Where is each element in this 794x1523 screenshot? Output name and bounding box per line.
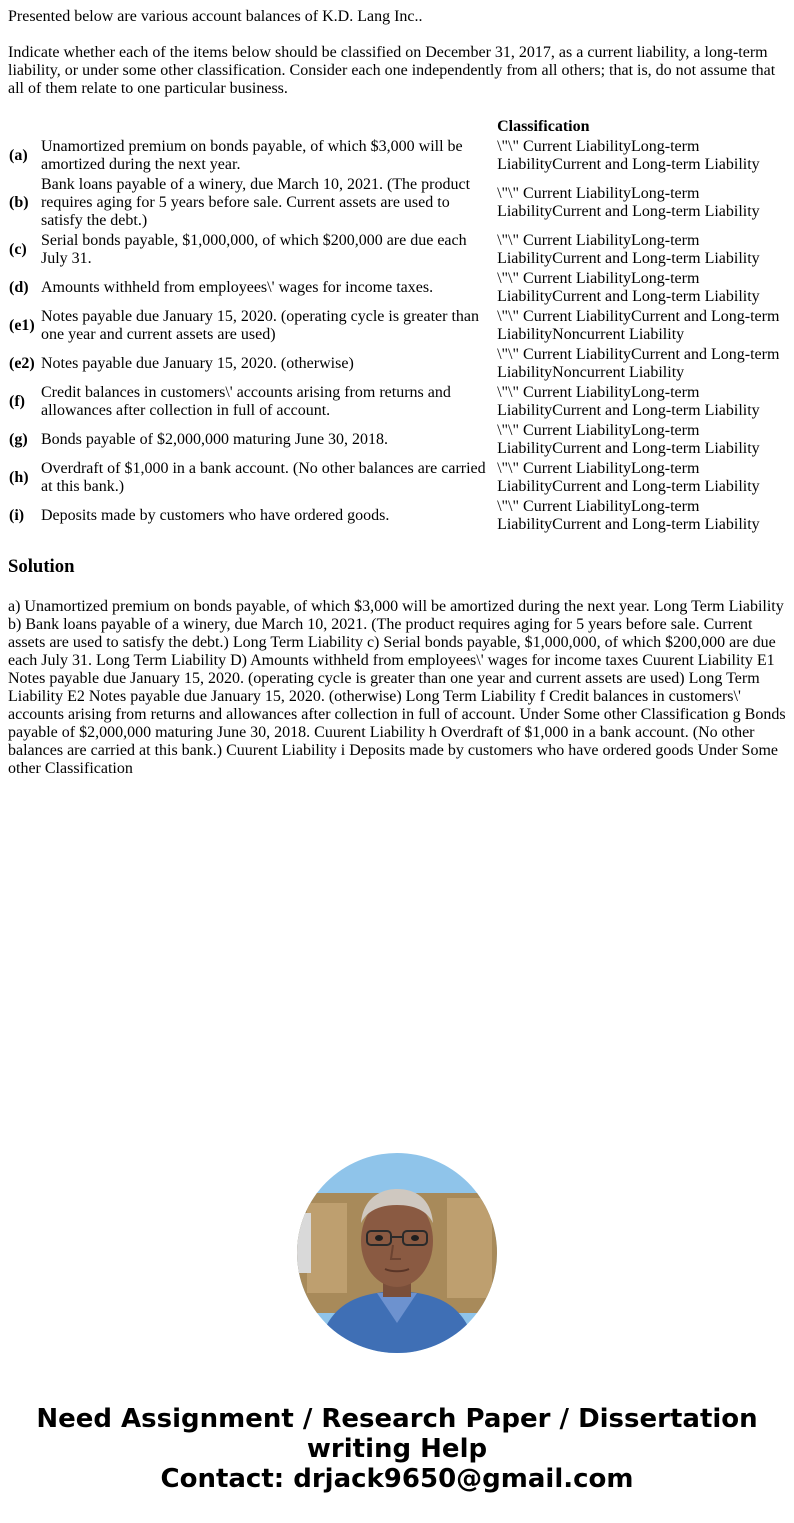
row-letter: (i) (9, 507, 25, 524)
promo-line-2: writing Help (306, 1434, 488, 1464)
portrait-image (297, 1153, 497, 1353)
table-row (8, 346, 784, 382)
classification-select[interactable] (496, 138, 784, 174)
row-letter: (g) (9, 431, 28, 448)
classification-options[interactable]: Current LiabilityLong-term LiabilityCurrent and Long-term Liability (497, 498, 760, 533)
row-item: Bonds payable of $2,000,000 maturing June 30, 2018. (40, 431, 389, 448)
classification-select[interactable] (496, 270, 784, 306)
table-row (8, 270, 784, 306)
row-item: Notes payable due January 15, 2020. (otherwise) (40, 355, 354, 372)
table-header-row (8, 118, 784, 136)
row-letter: (e1) (9, 317, 35, 334)
row-letter: (b) (9, 194, 29, 211)
table-row (8, 176, 784, 230)
row-item: Credit balances in customers\' accounts arising from returns and allowances after collection in full of account. (40, 384, 451, 419)
row-item: Notes payable due January 15, 2020. (operating cycle is greater than one year and current assets are used) (40, 308, 480, 343)
solution-heading: Solution (8, 556, 75, 577)
row-letter: (h) (9, 469, 29, 486)
broken-image-icon: \"\" (497, 384, 520, 401)
classification-options[interactable]: Current LiabilityCurrent and Long-term LiabilityNoncurrent Liability (497, 346, 780, 381)
broken-image-icon: \"\" (497, 460, 520, 477)
table-row (8, 498, 784, 534)
classification-options[interactable]: Current LiabilityLong-term LiabilityCurrent and Long-term Liability (497, 232, 760, 267)
classification-header: Classification (497, 118, 590, 135)
classification-options[interactable]: Current LiabilityCurrent and Long-term LiabilityNoncurrent Liability (497, 308, 780, 343)
table-row (8, 308, 784, 344)
table-row (8, 384, 784, 420)
classification-options[interactable]: Current LiabilityLong-term LiabilityCurrent and Long-term Liability (497, 460, 760, 495)
row-letter: (f) (9, 393, 25, 410)
author-avatar (297, 1153, 497, 1353)
row-letter: (a) (9, 147, 28, 164)
classification-options[interactable]: Current LiabilityLong-term LiabilityCurrent and Long-term Liability (497, 185, 760, 220)
classification-table (6, 116, 786, 536)
broken-image-icon: \"\" (497, 185, 520, 202)
question-text: Indicate whether each of the items below should be classified on December 31, 2017, as a current liability, a long-term liability, or under some other classification. Consider each one independently from all others; that is, do not assume that all of them relate to one particular business. (8, 44, 776, 97)
classification-select[interactable] (496, 498, 784, 534)
promo-contact: Contact: drjack9650@gmail.com (160, 1464, 634, 1494)
promo-line-1: Need Assignment / Research Paper / Dissertation (36, 1404, 758, 1434)
classification-options[interactable]: Current LiabilityLong-term LiabilityCurrent and Long-term Liability (497, 138, 760, 173)
classification-select[interactable] (496, 422, 784, 458)
row-letter: (d) (9, 279, 29, 296)
broken-image-icon: \"\" (497, 422, 520, 439)
row-item: Amounts withheld from employees\' wages for income taxes. (40, 279, 434, 296)
classification-select[interactable] (496, 460, 784, 496)
classification-select[interactable] (496, 308, 784, 344)
broken-image-icon: \"\" (497, 232, 520, 249)
broken-image-icon: \"\" (497, 138, 520, 155)
classification-select[interactable] (496, 384, 784, 420)
row-letter: (c) (9, 241, 27, 258)
row-item: Serial bonds payable, $1,000,000, of which $200,000 are due each July 31. (40, 232, 467, 267)
classification-options[interactable]: Current LiabilityLong-term LiabilityCurrent and Long-term Liability (497, 384, 760, 419)
intro-text: Presented below are various account balances of K.D. Lang Inc.. (8, 8, 423, 25)
classification-select[interactable] (496, 232, 784, 268)
row-item: Unamortized premium on bonds payable, of which $3,000 will be amortized during the next year. (40, 138, 463, 173)
row-letter: (e2) (9, 355, 35, 372)
table-row (8, 138, 784, 174)
row-item: Deposits made by customers who have ordered goods. (40, 507, 390, 524)
row-item: Bank loans payable of a winery, due March 10, 2021. (The product requires aging for 5 years before sale. Current assets are used to satisfy the debt.) (40, 176, 471, 229)
broken-image-icon: \"\" (497, 308, 520, 325)
broken-image-icon: \"\" (497, 346, 520, 363)
table-row (8, 460, 784, 496)
table-row (8, 232, 784, 268)
classification-select[interactable] (496, 346, 784, 382)
solution-text: a) Unamortized premium on bonds payable, of which $3,000 will be amortized during the next year. Long Term Liability b) Bank loans payable of a winery, due March 10, 2021. (The product requires aging for 5 years before sale. Current assets are used to satisfy the debt.) Long Term Liability c) Serial bonds payable, $1,000,000, of which $200,000 are due each July 31. Long Term Liability D) Amounts withheld from employees\' wages for income taxes Cuurent Liability E1 Notes payable due January 15, 2020. (operating cycle is greater than one year and current assets are used) Long Term Liability E2 Notes payable due January 15, 2020. (otherwise) Long Term Liability f Credit balances in customers\' accounts arising from returns and allowances after collection in full of account. Under Some other Classification g Bonds payable of $2,000,000 maturing June 30, 2018. Cuurent Liability h Overdraft of $1,000 in a bank account. (No other balances are carried at this bank.) Cuurent Liability i Deposits made by customers who have ordered goods Under Some other Classification (8, 598, 786, 777)
table-row (8, 422, 784, 458)
classification-options[interactable]: Current LiabilityLong-term LiabilityCurrent and Long-term Liability (497, 270, 760, 305)
classification-options[interactable]: Current LiabilityLong-term LiabilityCurrent and Long-term Liability (497, 422, 760, 457)
broken-image-icon: \"\" (497, 270, 520, 287)
broken-image-icon: \"\" (497, 498, 520, 515)
classification-select[interactable] (496, 176, 784, 230)
row-item: Overdraft of $1,000 in a bank account. (No other balances are carried at this bank.) (40, 460, 486, 495)
promo-banner (0, 1404, 794, 1494)
